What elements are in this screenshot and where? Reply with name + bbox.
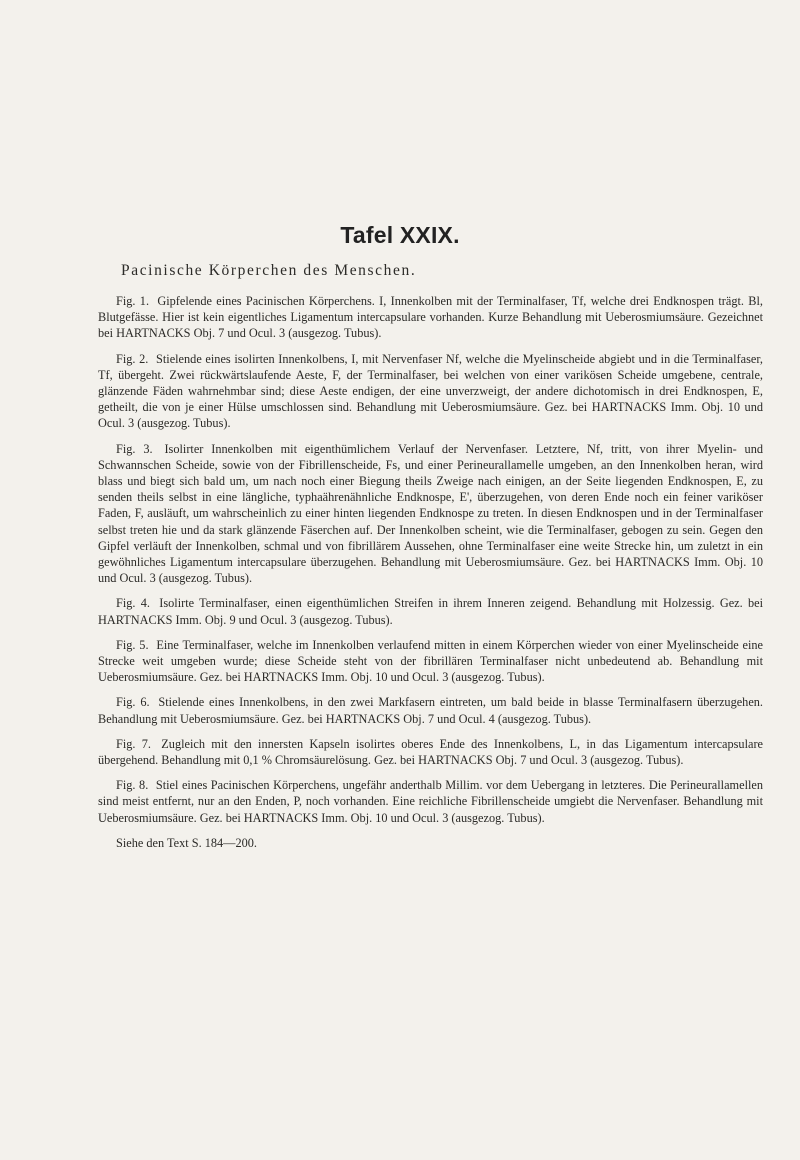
figure-label: Fig. 4. bbox=[116, 596, 150, 611]
figure-text: Stiel eines Pacinischen Körperchens, ungefähr anderthalb Millim. vor dem Uebergang in letzteres. Die Perineurallamellen sind meist entfernt, nur an den Enden, P, noch vorhanden. Eine reichliche Fibrillenscheide umgiebt die Nervenfaser. Behandlung mit Ueberosmiumsäure. Gez. bei HARTNACKS Imm. Obj. 10 und Ocul. 3 (ausgezog. Tubus). bbox=[98, 778, 764, 825]
figure-label: Fig. 3. bbox=[116, 441, 153, 456]
figure-caption-5 bbox=[98, 637, 763, 686]
figure-caption-1 bbox=[98, 293, 763, 342]
figure-text: Stielende eines isolirten Innenkolbens, I, mit Nervenfaser Nf, welche die Myelinscheide abgiebt und in die Terminalfaser, Tf, übergeht. Zwei rückwärtslaufende Aeste, F, der Terminalfaser, bei welchen von einer varikösen Scheide umgebene, centrale, glänzende Fäden wahrnehmbar sind; diese Aeste endigen, der eine unverzweigt, der andere dichotomisch in drei Endknospen, E, getheilt, die von je einer Hülse umschlossen sind. Behandlung mit Ueberosmiumsäure. Gez. bei HARTNACKS Imm. Obj. 10 und Ocul. 3 (ausgezog. Tubus). bbox=[98, 351, 764, 431]
figure-caption-2 bbox=[98, 351, 763, 432]
figure-caption-7 bbox=[98, 736, 763, 768]
figure-text: Isolirter Innenkolben mit eigenthümlichem Verlauf der Nervenfaser. Letztere, Nf, tritt, von ihrer Myelin- und Schwannschen Scheide, sowie von der Fibrillenscheide, Fs, und einer Perineurallamelle umgeben, an den Innenkolben heran, wird blass und biegt sich bald um, um nach noch einer Biegung theils Zweige nach einigen, an der Seite liegenden Endknospen, E, zu senden theils selbst in eine längliche, typhaährenähnliche Endknospe, E', überzugehen, von deren Ende noch ein feiner variköser Faden, F, ausläuft, um wahrscheinlich zu einer hinten liegenden Endknospe zu treten. In diesen Endknospen und in der Terminalfaser selbst treten hie und da stark glänzende Fäserchen auf. Der Innenkolben scheint, wie die Terminalfaser, gebogen zu sein. Gegen den Gipfel verläuft der Innenkolben, schmal und von fibrillärem Aussehen, ohne Terminalfaser eine weite Strecke hin, um zuletzt in ein gewöhnliches Ligamentum intercapsulare überzugehen. Behandlung mit Ueberosmiumsäure. Gez. bei HARTNACKS Imm. Obj. 10 und Ocul. 3 (ausgezog. Tubus). bbox=[98, 441, 764, 586]
figure-label: Fig. 1. bbox=[116, 294, 150, 308]
figure-captions bbox=[98, 293, 763, 863]
figure-caption-6 bbox=[98, 694, 763, 726]
figure-label: Fig. 2. bbox=[116, 351, 149, 366]
figure-label: Fig. 7. bbox=[116, 736, 151, 751]
figure-caption-3 bbox=[98, 441, 763, 587]
figure-caption-4 bbox=[98, 595, 763, 627]
plate-title: Tafel XXIX. bbox=[340, 222, 460, 248]
figure-text: Gipfelende eines Pacinischen Körperchens. I, Innenkolben mit der Terminalfaser, Tf, welche drei Endknospen trägt. Bl, Blutgefässe. Hier ist kein eigentliches Ligamentum intercapsulare vorhanden. Kurze Behandlung mit Ueberosmiumsäure. Gezeichnet bei HARTNACKS Obj. 7 und Ocul. 3 (ausgezog. Tubus). bbox=[98, 294, 764, 341]
figure-label: Fig. 8. bbox=[116, 778, 149, 793]
figure-label: Fig. 5. bbox=[116, 637, 149, 652]
figure-text: Isolirte Terminalfaser, einen eigenthümlichen Streifen in ihrem Inneren zeigend. Behandlung mit Holzessig. Gez. bei HARTNACKS Imm. Obj. 9 und Ocul. 3 (ausgezog. Tubus). bbox=[98, 596, 763, 627]
figure-label: Fig. 6. bbox=[116, 695, 150, 710]
text-reference-note: Siehe den Text S. 184—200. bbox=[116, 835, 257, 850]
plate-subtitle: Pacinische Körperchen des Menschen. bbox=[121, 262, 417, 279]
figure-text: Zugleich mit den innersten Kapseln isolirtes oberes Ende des Innenkolbens, L, in das Ligamentum intercapsulare übergehend. Behandlung mit 0,1 % Chromsäurelösung. Gez. bei HARTNACKS Obj. 7 und Ocul. 3 (ausgezog. Tubus). bbox=[98, 736, 763, 768]
figure-caption-8 bbox=[98, 777, 763, 826]
figure-text: Stielende eines Innenkolbens, in den zwei Markfasern eintreten, um bald beide in blasse Terminalfasern überzugehen. Behandlung mit Ueberosmiumsäure. Gez. bei HARTNACKS Obj. 7 und Ocul. 4 (ausgezog. Tubus). bbox=[98, 695, 764, 726]
figure-text: Eine Terminalfaser, welche im Innenkolben verlaufend mitten in einem Körperchen wieder von einer Myelinscheide eine Strecke weit umgeben wurde; diese Scheide steht von der fibrillären Terminalfaser nicht unbedeutend ab. Behandlung mit Ueberosmiumsäure. Gez. bei HARTNACKS Imm. Obj. 10 und Ocul. 3 (ausgezog. Tubus). bbox=[98, 637, 764, 685]
